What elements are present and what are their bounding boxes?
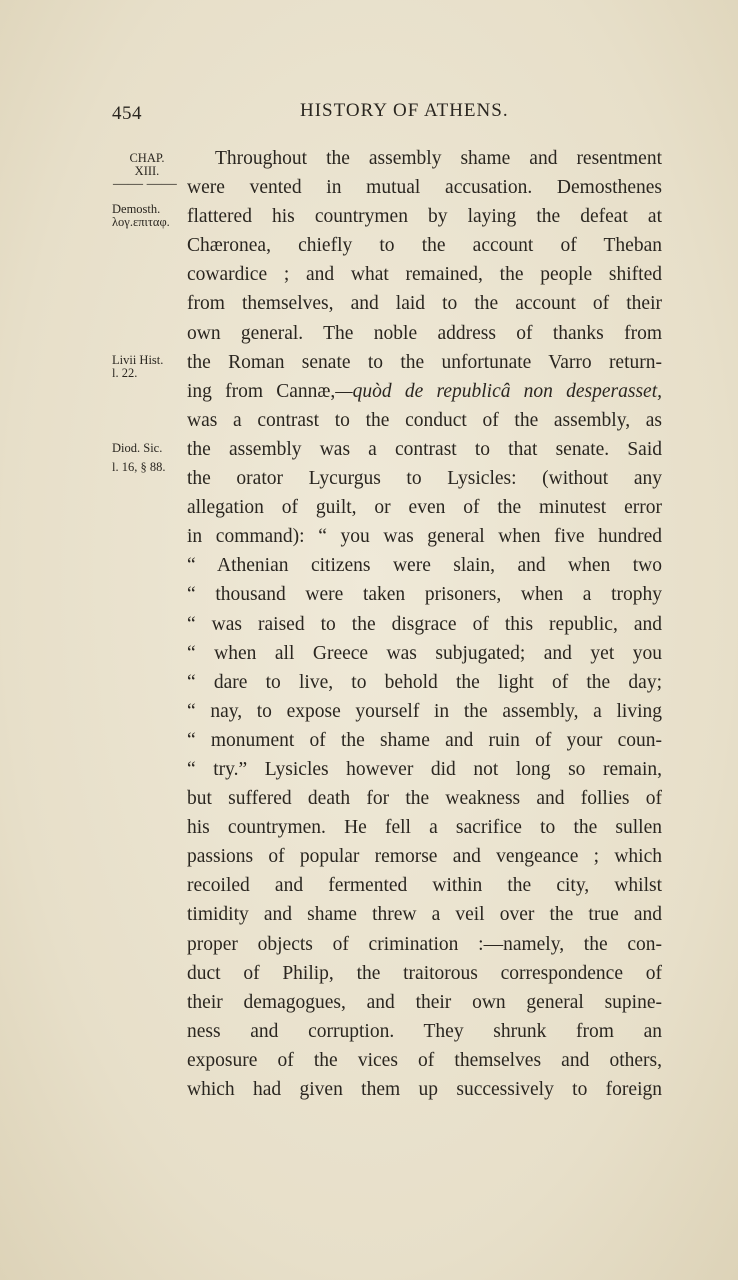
- text-line: flattered his countrymen by laying the defeat at: [187, 206, 662, 228]
- italic-quotation: —quòd de republicâ non desperasset,: [335, 380, 662, 402]
- text-line: “ dare to live, to behold the light of the day;: [187, 671, 662, 693]
- text-line: passions of popular remorse and vengeance ; which: [187, 846, 662, 868]
- text-segment: ing from Cannæ,: [187, 380, 336, 402]
- text-line: recoiled and fermented within the city, whilst: [187, 875, 662, 897]
- text-line: “ Athenian citizens were slain, and when two: [187, 555, 662, 577]
- text-line: “ try.” Lysicles however did not long so remain,: [187, 758, 662, 780]
- text-line: own general. The noble address of thanks from: [187, 322, 662, 344]
- text-line: duct of Philip, the traitorous correspondence of: [187, 962, 662, 984]
- margin-diod-author: Diod. Sic.: [112, 441, 163, 455]
- margin-note-demosthenes: [112, 203, 170, 229]
- text-line: “ was raised to the disgrace of this republic, and: [187, 613, 662, 635]
- margin-demosth-work: λογ.επιταφ.: [112, 215, 170, 229]
- margin-demosth-author: Demosth.: [112, 202, 161, 216]
- text-line: allegation of guilt, or even of the minutest error: [187, 497, 662, 519]
- text-line: their demagogues, and their own general supine-: [187, 991, 662, 1013]
- text-line: “ thousand were taken prisoners, when a trophy: [187, 584, 662, 606]
- text-line: which had given them up successively to foreign: [187, 1079, 662, 1100]
- margin-chap-number: XIII.: [134, 164, 160, 178]
- text-line: ness and corruption. They shrunk from an: [187, 1020, 662, 1042]
- text-line: “ nay, to expose yourself in the assembly, a living: [187, 700, 662, 722]
- text-line: but suffered death for the weakness and follies of: [187, 788, 662, 810]
- margin-livii-book: l. 22.: [112, 366, 138, 380]
- page-number: 454: [112, 103, 142, 124]
- text-line: from themselves, and laid to the account of their: [187, 293, 662, 315]
- body-text: [187, 144, 662, 1104]
- margin-note-chapter: [121, 152, 173, 178]
- text-line: the orator Lycurgus to Lysicles: (without any: [187, 468, 662, 490]
- margin-livii-author: Livii Hist.: [112, 353, 164, 367]
- margin-chap-label: CHAP.: [129, 151, 165, 165]
- text-line: Chæronea, chiefly to the account of Theban: [187, 235, 662, 257]
- text-line: his countrymen. He fell a sacrifice to the sullen: [187, 817, 662, 839]
- text-line: timidity and shame threw a veil over the true and: [187, 904, 662, 926]
- text-line: cowardice ; and what remained, the people shifted: [187, 264, 662, 286]
- text-line-with-italic: [187, 377, 662, 406]
- text-line: “ monument of the shame and ruin of your coun-: [187, 729, 662, 751]
- text-line: “ when all Greece was subjugated; and yet you: [187, 642, 662, 664]
- running-title: HISTORY OF ATHENS.: [300, 100, 509, 121]
- margin-dash-rule: —— ——: [113, 176, 177, 192]
- text-line: exposure of the vices of themselves and others,: [187, 1049, 662, 1071]
- text-line: Throughout the assembly shame and resentment: [215, 148, 662, 169]
- text-line: the assembly was a contrast to that senate. Said: [187, 438, 662, 460]
- margin-note-diodorus: [112, 442, 165, 480]
- text-line: the Roman senate to the unfortunate Varro return-: [187, 351, 662, 373]
- text-line: were vented in mutual accusation. Demosthenes: [187, 177, 662, 199]
- margin-diod-book: l. 16, § 88.: [112, 460, 166, 474]
- text-line: proper objects of crimination :—namely, the con-: [187, 933, 662, 955]
- text-line: was a contrast to the conduct of the assembly, as: [187, 409, 662, 431]
- text-line: in command): “ you was general when five hundred: [187, 526, 662, 548]
- margin-note-livy: [112, 354, 163, 380]
